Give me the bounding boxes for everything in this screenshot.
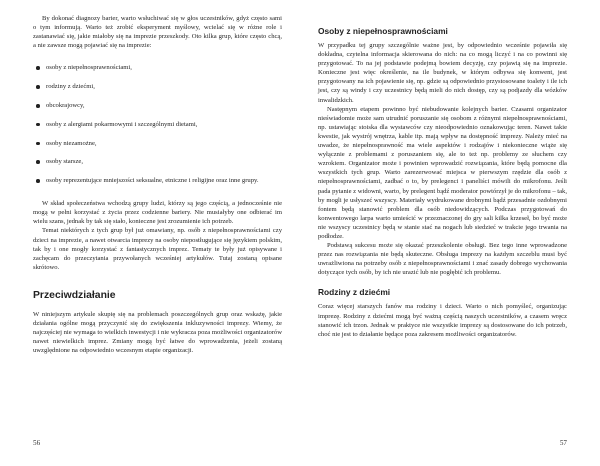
paragraph: Coraz więcej starszych fanów ma rodziny i dzieci. Warto o nich pomyśleć, organizując imprezę. Rodziny z dziećmi mogą być ważną częścią naszych uczestników, a czasem wręcz stanowić ich trzon. Jednak w praktyce nie wszystkie imprezy są dostosowane do ich potrzeb, choć nie jest to działanie będące poza zakresem możliwości organizatorów. xyxy=(318,303,567,338)
bullet-item xyxy=(33,157,282,166)
section-heading: Przeciwdziałanie xyxy=(33,289,116,301)
bullet-icon xyxy=(36,142,40,146)
right-page xyxy=(300,0,600,466)
paragraph: Podstawą sukcesu może się okazać przeszkolenie obsługi. Bez tego inne wprowadzone przez nas rozwiązania nie będą skuteczne. Obsługa imprezy na każdym szczeblu musi być uwrażliwiona na potrzeby osób z niepełnosprawnościami i znać zasady dobrego wychowania dotyczące tych osób, by ich nie urazić lub nie pogłębić ich problemu. xyxy=(318,242,567,277)
bullet-item xyxy=(33,139,282,148)
bullet-icon xyxy=(36,160,40,164)
bullet-item xyxy=(33,82,282,91)
group-bullet-list xyxy=(33,63,282,185)
bullet-icon xyxy=(36,66,40,70)
paragraph: W skład społeczeństwa wchodzą grupy ludzi, którzy są jego częścią, a jednocześnie nie mogą w pełni korzystać z życia przez codzienne bariery. Nie musiałyby one odbierać im wielu szans, jednak by tak się stało, konieczne jest zrozumienie ich potrzeb. xyxy=(33,200,282,226)
bullet-item xyxy=(33,120,282,129)
paragraph: W niniejszym artykule skupię się na problemach poszczególnych grup oraz wskażę, jakie działania ogólne mogą przyczynić się do zwiększenia inkluzywności imprezy. Wiemy, że najczęściej nie wymaga to wielkich inwestycji i nie wykracza poza możliwości organizatorów nawet niewielkich imprez. Zmiany mogą być łatwe do wprowadzenia, jeżeli zostaną uwzględnione na odpowiednio wczesnym etapie organizacji. xyxy=(33,310,282,355)
bullet-text: osoby reprezentujące mniejszości seksualne, etniczne i religijne oraz inne grupy. xyxy=(46,177,259,185)
bullet-text: osoby starsze, xyxy=(46,158,83,166)
right-page-column xyxy=(318,14,567,339)
bullet-item xyxy=(33,176,282,185)
page-number: 56 xyxy=(33,439,41,447)
bullet-text: obcokrajowcy, xyxy=(46,101,85,109)
page-number: 57 xyxy=(559,439,567,447)
bullet-icon xyxy=(36,85,40,89)
bullet-item xyxy=(33,101,282,110)
intro-paragraph: By dokonać diagnozy barier, warto wsłuchiwać się w głos uczestników, gdyż często sami o tym informują. Warto też zrobić eksperyment myślowy, wcielać się w różne role i zastanawiać się, jakie miałoby się na imprezie przeszkody. Oto kilka grup, które często chcą, a nie zawsze mogą pojawiać się na imprezie: xyxy=(33,15,282,50)
bullet-icon xyxy=(36,179,40,183)
bullet-item xyxy=(33,63,282,72)
paragraph: Następnym etapem powinno być niebudowanie kolejnych barier. Czasami organizator nieświadomie może sam utrudnić poruszanie się osobom z różnymi niepełnosprawnościami, np. ustawiając stoiska dla wystawców czy nieodpowiednio oznakowując teren. Nawet takie kwestie, jak wystrój wnętrza, kable itp. mają wpływ na dostępność imprezy. Należy mieć na uwadze, że niepełnosprawność ma wiele aspektów i rodzajów i niekonieczne wiąże się wyłącznie z problemami z poruszaniem się, ale to też np. problemy ze słuchem czy wzrokiem. Organizator może i powinien wprowadzić rozwiązania, które będą pomocne dla wszystkich tych grup. Warto zarezerwować miejsca w pierwszym rzędzie dla osób z niepełnosprawnościami, zadbać o to, by prelegenci i paneliści mówili do mikrofonu. Jeśli pada pytanie z widowni, warto, by prelegent bądź moderator powtórzył je do mikrofonu – tak, by mogli je usłyszeć wszyscy. Materiały wydrukowane drobnymi bądź przesadnie ozdobnymi fontem będą stanowić problem dla osób niedowidzących. Podczas przygotowań do konwentowego larpa warto umieścić w przeznaczonej do gry sali kilka krzeseł, bo być może nie wszyscy uczestnicy będą w stanie stać na nogach lub siedzieć w trakcie jego trwania na podłodze. xyxy=(318,105,567,240)
subsection-heading: Rodziny z dziećmi xyxy=(318,287,391,298)
left-page-column xyxy=(33,14,282,355)
bullet-text: rodziny z dziećmi, xyxy=(46,83,95,91)
paragraph: W przypadku tej grupy szczególnie ważne jest, by odpowiednio wcześnie pojawiła się dokładna, czytelna informacja skierowana do nich: na co mogą liczyć i na co powinni się przygotować. To na jej podstawie podejmą bowiem decyzję, czy pojawią się na imprezie. Konieczne jest więc określenie, na ile budynek, w którym odbywa się konwent, jest przygotowany na ich pojawienie się, np. gdzie są odpowiednio przystosowane toalety i ile ich jest, czy są windy i czy uczestnicy będą mieli do nich dostęp, czy są podjazdy dla wózków inwalidzkich. xyxy=(318,42,567,104)
bullet-text: osoby niezamożne, xyxy=(46,139,97,147)
bullet-text: osoby z niepełnosprawnościami, xyxy=(46,64,132,72)
paragraph: Temat niektórych z tych grup był już omawiany, np. osób z niepełnosprawnościami czy dzieci na imprezie, a nawet otwarcia imprezy na osoby niepostługujące się językiem polskim, tak by i one mogły korzystać z fantastycznych imprez. Tematy te były już opisywane i zachęcam do przeczytania przywołanych wcześniej artykułów. Tutaj zostaną opisane skrótowo. xyxy=(33,227,282,271)
bullet-icon xyxy=(36,123,40,127)
subsection-heading: Osoby z niepełnosprawnościami xyxy=(318,26,448,36)
bullet-icon xyxy=(36,104,40,108)
bullet-text: osoby z alergiami pokarmowymi i szczególnymi dietami, xyxy=(46,120,198,128)
